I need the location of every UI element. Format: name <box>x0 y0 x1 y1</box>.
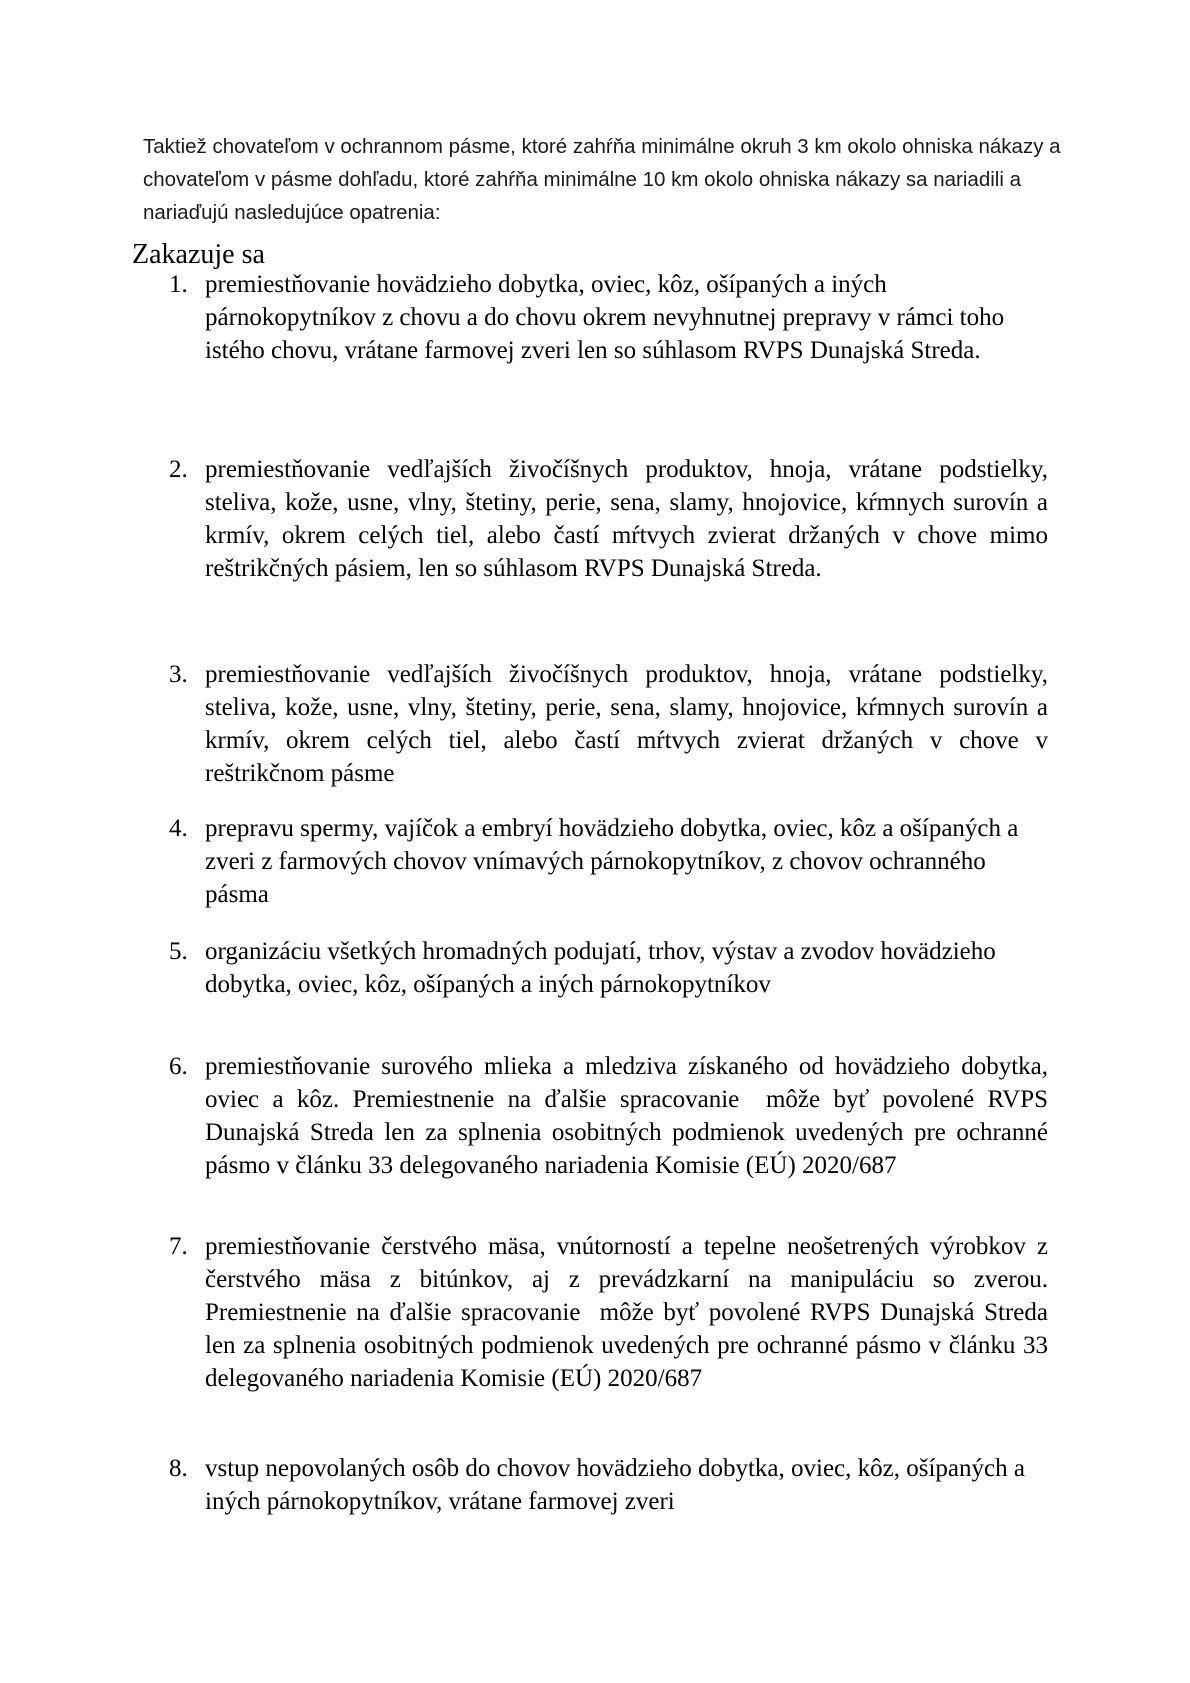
list-item-text: organizáciu všetkých hromadných podujatí, trhov, výstav a zvodov hovädzieho dobytka, oviec, kôz, ošípaných a iných párnokopytníkov <box>205 938 1003 998</box>
list-item-number: 7. <box>169 1233 188 1260</box>
list-item-number: 5. <box>169 938 188 965</box>
list-item-text: prepravu spermy, vajíčok a embryí hovädzieho dobytka, oviec, kôz a ošípaných a zveri z farmových chovov vnímavých párnokopytníkov, z chovov ochranného pásma <box>205 815 1025 908</box>
list-item-text: premiestňovanie vedľajších živočíšnych produktov, hnoja, vrátane podstielky, steliva, kože, usne, vlny, štetiny, perie, sena, slamy, hnojovice, kŕmnych surovín a krmív, okrem celých tiel, alebo častí mŕtvych zvierat držaných v chove mimo reštrikčných pásiem, len so súhlasom RVPS Dunajská Streda. <box>205 456 1055 582</box>
list-item <box>132 1452 1190 1518</box>
list-item-text: vstup nepovolaných osôb do chovov hovädzieho dobytka, oviec, kôz, ošípaných a iných párnokopytníkov, vrátane farmovej zveri <box>205 1455 1032 1515</box>
intro-paragraph: Taktiež chovateľom v ochrannom pásme, ktoré zahŕňa minimálne okruh 3 km okolo ohniska nákazy a chovateľom v pásme dohľadu, ktoré zahŕňa minimálne 10 km okolo ohniska nákazy sa nariadili a nariaďujú nasledujúce opatrenia: <box>143 135 1061 224</box>
list-item <box>132 812 1190 911</box>
list-item-text: premiestňovanie čerstvého mäsa, vnútorností a tepelne neošetrených výrobkov z čerstvého mäsa z bitúnkov, aj z prevádzkarní na manipuláciu so zverou. Premiestnenie na ďalšie spracovanie môže byť povolené RVPS Dunajská Streda len za splnenia osobitných podmienok uvedených pre ochranné pásmo v článku 33 delegovaného nariadenia Komisie (EÚ) 2020/687 <box>205 1233 1055 1392</box>
list-item <box>132 268 1190 367</box>
list-item-text: premiestňovanie hovädzieho dobytka, oviec, kôz, ošípaných a iných párnokopytníkov z chovu a do chovu okrem nevyhnutnej prepravy v rámci toho istého chovu, vrátane farmovej zveri len so súhlasom RVPS Dunajská Streda. <box>205 271 1011 364</box>
list-item-text: premiestňovanie surového mlieka a mledziva získaného od hovädzieho dobytka, oviec a kôz. Premiestnenie na ďalšie spracovanie môže byť povolené RVPS Dunajská Streda len za splnenia osobitných podmienok uvedených pre ochranné pásmo v článku 33 delegovaného nariadenia Komisie (EÚ) 2020/687 <box>205 1053 1055 1179</box>
list-item <box>132 658 1190 790</box>
prohibition-list <box>132 268 1190 1518</box>
list-item <box>132 1050 1190 1182</box>
list-item <box>132 1230 1190 1395</box>
list-item-number: 1. <box>169 271 188 298</box>
section-heading: Zakazuje sa <box>132 239 265 270</box>
list-item <box>132 935 1190 1001</box>
list-item-number: 6. <box>169 1053 188 1080</box>
list-item <box>132 453 1190 585</box>
list-item-text: premiestňovanie vedľajších živočíšnych produktov, hnoja, vrátane podstielky, steliva, kože, usne, vlny, štetiny, perie, sena, slamy, hnojovice, kŕmnych surovín a krmív, okrem celých tiel, alebo častí mŕtvych zvierat držaných v chove v reštrikčnom pásme <box>205 661 1055 787</box>
list-item-number: 8. <box>169 1455 188 1482</box>
list-item-number: 4. <box>169 815 188 842</box>
list-item-number: 3. <box>169 661 188 688</box>
list-item-number: 2. <box>169 456 188 483</box>
